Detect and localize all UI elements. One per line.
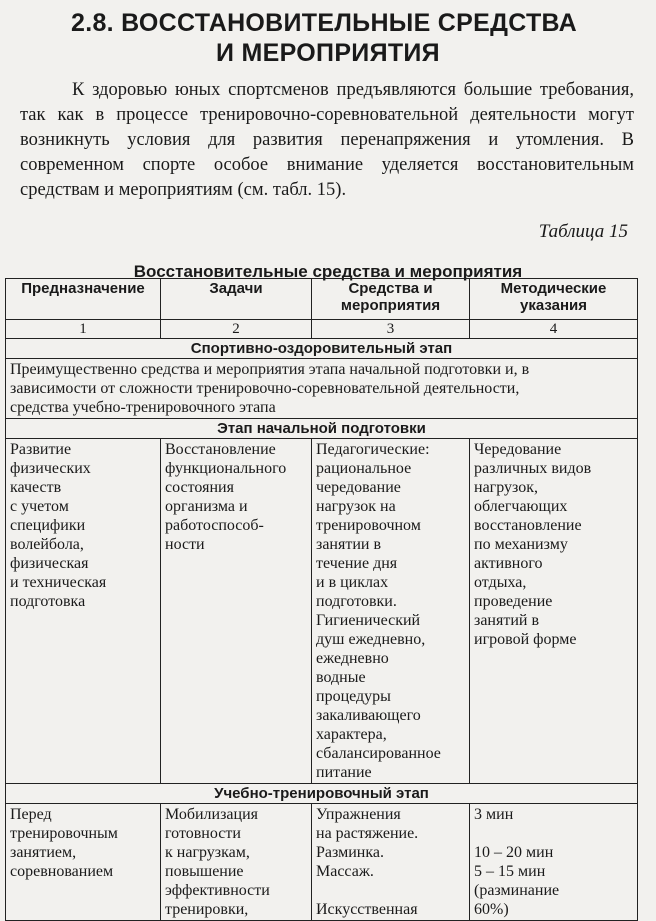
means-cell: [312, 439, 470, 784]
cell-line: Разминка.: [316, 844, 384, 861]
cell-line: качеств: [10, 479, 62, 496]
cell-line: проведение: [474, 593, 553, 610]
cell-line: тренировочном: [316, 517, 421, 534]
cell-line: Искусственная: [316, 901, 418, 918]
cell-line: указания: [519, 297, 587, 314]
cell-line: Мобилизация: [165, 806, 258, 823]
section-title: Спортивно-оздоровительный этап: [6, 339, 638, 359]
cell-line: специфики: [10, 517, 86, 534]
cell-line: течение дня: [316, 555, 398, 572]
cell-line: [316, 881, 465, 900]
cell-line: Гигиенический: [316, 612, 421, 629]
tasks-cell: [161, 439, 312, 784]
cell-line: на растяжение.: [316, 825, 419, 842]
cell-line: различных видов: [474, 460, 592, 477]
cell-line: ности: [165, 536, 205, 553]
table-label: Таблица 15: [538, 221, 628, 242]
cell-line: нагрузок,: [474, 479, 539, 496]
cell-line: занятием,: [10, 844, 77, 861]
cell-line: (разминание: [474, 882, 560, 899]
table-row: [6, 439, 638, 784]
table-header-row: [6, 279, 638, 320]
purpose-cell: [6, 804, 161, 921]
column-number-row: [6, 320, 638, 339]
intro-paragraph: [20, 78, 634, 203]
cell-line: занятии в: [316, 536, 382, 553]
cell-line: подготовка: [10, 593, 86, 610]
cell-line: мероприятия: [340, 297, 441, 314]
cell-line: активного: [474, 555, 543, 572]
cell-line: облегчающих: [474, 498, 568, 515]
column-number: 3: [312, 320, 470, 339]
cell-line: Средства и: [348, 280, 433, 297]
section-heading-line2: И МЕРОПРИЯТИЯ: [216, 39, 440, 67]
header-cell: [470, 279, 638, 320]
cell-line: с учетом: [10, 498, 69, 515]
cell-line: Предназначение: [21, 280, 145, 297]
cell-line: Упражнения: [316, 806, 401, 823]
section-description: [6, 359, 638, 419]
cell-line: нагрузок на: [316, 498, 396, 515]
cell-line: Педагогические:: [316, 441, 430, 458]
section-title: Этап начальной подготовки: [6, 419, 638, 439]
section-row: [6, 784, 638, 804]
header-cell: [312, 279, 470, 320]
cell-line: организма и: [165, 498, 248, 515]
header-cell: [161, 279, 312, 320]
cell-line: водные: [316, 669, 366, 686]
purpose-cell: [6, 439, 161, 784]
cell-line: Методические: [500, 280, 607, 297]
cell-line: Преимущественно средства и мероприятия этапа начальной подготовки и, в: [10, 361, 530, 378]
cell-line: 5 – 15 мин: [474, 863, 546, 880]
intro-text: К здоровью юных спортсменов предъявляются большие требования, так как в процессе тренировочно-соревновательной деятельности могут возникнуть условия для развития перенапряжения и утомления. В современном спорте особое внимание уделяется восстановительным средствам и мероприятиям (см. табл. 15).: [20, 80, 634, 200]
header-cell: [6, 279, 161, 320]
column-number: 4: [470, 320, 638, 339]
cell-line: Чередование: [474, 441, 562, 458]
cell-line: Восстановление: [165, 441, 276, 458]
cell-line: характера,: [316, 726, 387, 743]
table-title: Восстановительные средства и мероприятия: [133, 262, 523, 281]
cell-line: душ ежедневно,: [316, 631, 426, 648]
table-row: [6, 804, 638, 921]
cell-line: Задачи: [209, 280, 263, 297]
cell-line: тренировки,: [165, 901, 249, 918]
cell-line: волейбола,: [10, 536, 84, 553]
cell-line: повышение: [165, 863, 244, 880]
column-number: 1: [6, 320, 161, 339]
cell-line: 60%): [474, 901, 509, 918]
cell-line: и в циклах: [316, 574, 389, 591]
cell-line: по механизму: [474, 536, 568, 553]
cell-line: тренировочным: [10, 825, 118, 842]
cell-line: 10 – 20 мин: [474, 844, 554, 861]
guidelines-cell: [470, 439, 638, 784]
cell-line: восстановление: [474, 517, 582, 534]
guidelines-cell: [470, 804, 638, 921]
tasks-cell: [161, 804, 312, 921]
section-heading-line1: 2.8. ВОССТАНОВИТЕЛЬНЫЕ СРЕДСТВА: [71, 9, 577, 37]
cell-line: готовности: [165, 825, 241, 842]
section-description-row: [6, 359, 638, 419]
cell-line: Перед: [10, 806, 52, 823]
cell-line: игровой форме: [474, 631, 577, 648]
section-row: [6, 339, 638, 359]
column-number: 2: [161, 320, 312, 339]
cell-line: занятий в: [474, 612, 540, 629]
cell-line: подготовки.: [316, 593, 397, 610]
cell-line: рациональное: [316, 460, 412, 477]
cell-line: физических: [10, 460, 91, 477]
section-title: Учебно-тренировочный этап: [6, 784, 638, 804]
cell-line: сбалансированное: [316, 745, 441, 762]
cell-line: отдыха,: [474, 574, 527, 591]
cell-line: чередование: [316, 479, 401, 496]
cell-line: эффективности: [165, 882, 270, 899]
cell-line: средства учебно-тренировочного этапа: [10, 399, 276, 416]
cell-line: функционального: [165, 460, 287, 477]
cell-line: 3 мин: [474, 806, 514, 823]
cell-line: питание: [316, 764, 372, 781]
cell-line: Развитие: [10, 441, 72, 458]
cell-line: соревнованием: [10, 863, 114, 880]
cell-line: закаливающего: [316, 707, 421, 724]
cell-line: работоспособ-: [165, 517, 264, 534]
cell-line: к нагрузкам,: [165, 844, 250, 861]
section-heading: [0, 8, 656, 68]
cell-line: Массаж.: [316, 863, 374, 880]
section-row: [6, 419, 638, 439]
cell-line: зависимости от сложности тренировочно-соревновательной деятельности,: [10, 380, 520, 397]
cell-line: физическая: [10, 555, 89, 572]
cell-line: процедуры: [316, 688, 391, 705]
cell-line: ежедневно: [316, 650, 389, 667]
cell-line: [474, 824, 633, 843]
recovery-table: [5, 278, 638, 921]
cell-line: состояния: [165, 479, 234, 496]
means-cell: [312, 804, 470, 921]
cell-line: и техническая: [10, 574, 107, 591]
